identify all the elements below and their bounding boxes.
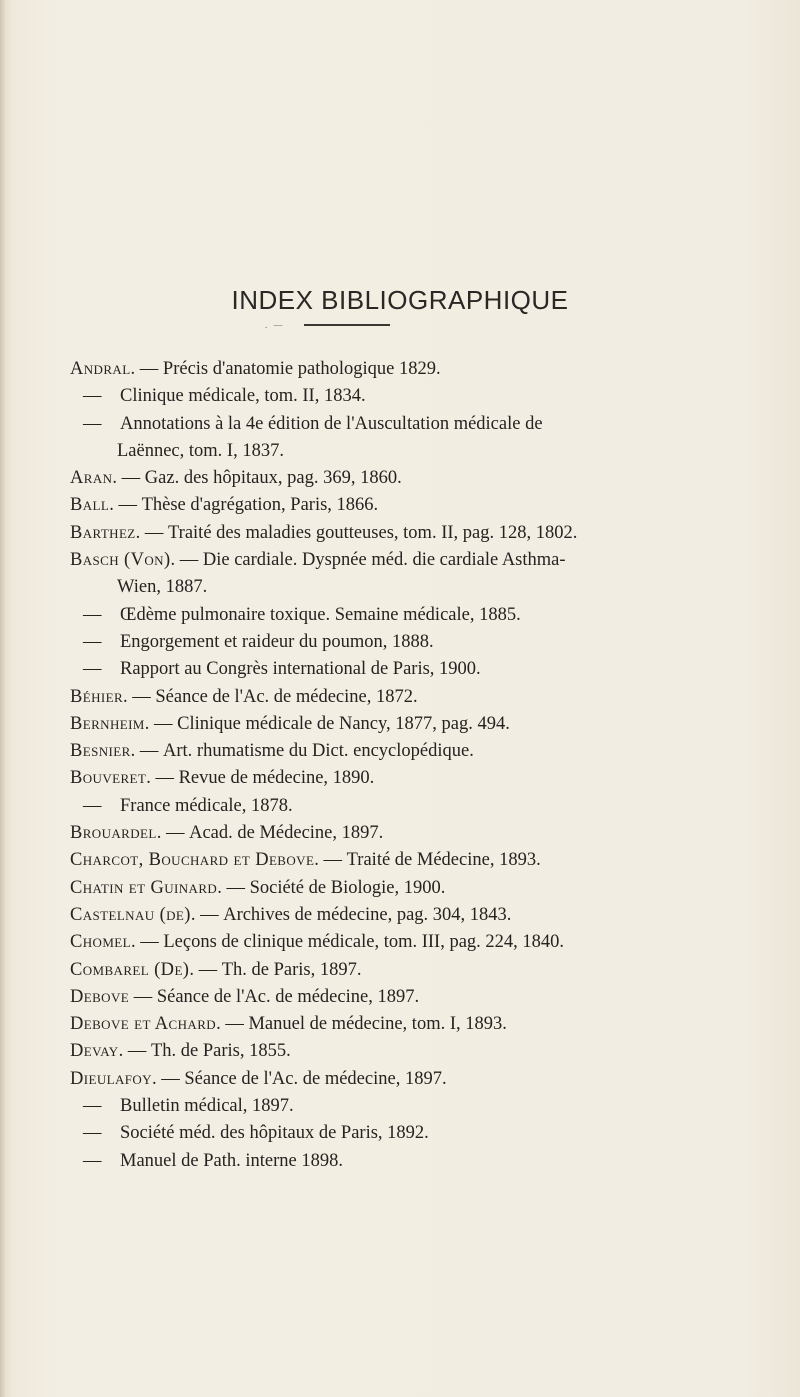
bibliography-entry: [0, 793, 800, 820]
entry-separator: . —: [109, 495, 142, 516]
entry-separator: . —: [112, 468, 145, 489]
entry-text: Clinique médicale, tom. II, 1834.: [120, 386, 366, 407]
bibliography-entry: [0, 1148, 800, 1175]
entry-author: Besnier: [70, 741, 131, 762]
entry-text: Séance de l'Ac. de médecine, 1872.: [155, 686, 418, 707]
entry-author: Bouveret: [70, 768, 147, 789]
entry-separator: —: [83, 386, 120, 407]
entry-author: Ball: [70, 495, 110, 516]
entry-separator: . —: [216, 1014, 249, 1035]
bibliography-entry: [0, 820, 800, 847]
entry-separator: . —: [156, 823, 190, 844]
bibliography-entry: [0, 547, 800, 602]
entry-author: Chatin et Guinard: [70, 877, 218, 898]
entry-separator: . —: [189, 959, 222, 980]
bibliography-list: [0, 356, 800, 1175]
entry-continuation: Laënnec, tom. I, 1837.: [117, 440, 284, 461]
bibliography-entry: [0, 957, 800, 984]
entry-separator: . —: [123, 686, 156, 707]
bibliography-entry: [0, 629, 800, 656]
entry-author: Béhier: [70, 686, 124, 707]
entry-separator: . —: [130, 932, 164, 953]
bibliography-entry: [0, 1011, 800, 1038]
entry-separator: . —: [314, 850, 347, 871]
entry-author: Bernheim: [70, 713, 145, 734]
entry-text: France médicale, 1878.: [120, 795, 293, 816]
entry-author: Castelnau (de): [70, 904, 191, 925]
entry-author: Brouardel: [70, 823, 157, 844]
entry-author: Charcot, Bouchard et Debove: [70, 850, 315, 871]
entry-author: Debove et Achard: [70, 1014, 217, 1035]
page-title: INDEX BIBLIOGRAPHIQUE: [231, 285, 569, 315]
entry-text: Société méd. des hôpitaux de Paris, 1892.: [120, 1123, 429, 1144]
entry-separator: —: [83, 795, 120, 816]
entry-author: Debove: [70, 986, 130, 1007]
entry-text: Manuel de Path. interne 1898.: [120, 1150, 343, 1171]
entry-author: Andral: [70, 359, 131, 379]
entry-author: Basch (Von): [70, 550, 171, 571]
entry-text: Th. de Paris, 1855.: [150, 1041, 291, 1062]
entry-text: Die cardiale. Dyspnée méd. die cardiale Asthma-: [202, 550, 566, 571]
bibliography-entry: [0, 684, 800, 711]
entry-text: Clinique médicale de Nancy, 1877, pag. 494.: [177, 713, 510, 734]
bibliography-entry: [0, 492, 800, 519]
entry-separator: —: [83, 604, 120, 625]
bibliography-entry: [0, 984, 800, 1011]
bibliography-entry: [0, 520, 800, 547]
entry-separator: . —: [146, 768, 179, 789]
entry-text: Traité de Médecine, 1893.: [346, 850, 541, 871]
entry-separator: —: [83, 631, 120, 652]
bibliography-entry: [0, 656, 800, 683]
bibliography-entry: [0, 602, 800, 629]
bibliography-entry: [0, 465, 800, 492]
entry-author: Chomel: [70, 932, 131, 953]
bibliography-entry: [0, 1093, 800, 1120]
entry-author: Devay: [70, 1041, 119, 1062]
entry-text: Annotations à la 4e édition de l'Auscultation médicale de: [120, 413, 543, 434]
entry-text: Bulletin médical, 1897.: [120, 1096, 294, 1117]
entry-text: Archives de médecine, pag. 304, 1843.: [223, 904, 512, 925]
bibliography-entry: [0, 383, 800, 410]
bibliography-entry: [0, 1066, 800, 1093]
entry-text: Rapport au Congrès international de Paris, 1900.: [120, 659, 481, 680]
entry-text: Œdème pulmonaire toxique. Semaine médicale, 1885.: [120, 604, 521, 625]
entry-separator: . —: [170, 550, 203, 571]
entry-text: Th. de Paris, 1897.: [221, 959, 362, 980]
bibliography-entry: [0, 1120, 800, 1147]
entry-separator: . —: [217, 877, 250, 898]
entry-separator: —: [83, 1096, 120, 1117]
bibliography-entry: [0, 738, 800, 765]
entry-text: Société de Biologie, 1900.: [249, 877, 446, 898]
entry-text: Art. rhumatisme du Dict. encyclopédique.: [163, 741, 474, 762]
entry-text: Précis d'anatomie pathologique 1829.: [162, 359, 441, 379]
entry-separator: . —: [151, 1068, 185, 1089]
entry-text: Revue de médecine, 1890.: [178, 768, 375, 789]
entry-separator: —: [83, 1150, 120, 1171]
bibliography-entry: [0, 411, 800, 466]
bibliography-entry: [0, 711, 800, 738]
entry-text: Séance de l'Ac. de médecine, 1897.: [184, 1068, 447, 1089]
entry-text: Manuel de médecine, tom. I, 1893.: [248, 1014, 507, 1035]
entry-text: Leçons de clinique médicale, tom. III, pag. 224, 1840.: [163, 932, 565, 953]
entry-continuation: Wien, 1887.: [117, 577, 208, 598]
entry-author: Aran: [70, 468, 113, 489]
entry-text: Traité des maladies goutteuses, tom. II, pag. 128, 1802.: [168, 522, 578, 543]
entry-separator: . —: [130, 741, 164, 762]
entry-author: Barthez: [70, 522, 136, 543]
entry-separator: —: [83, 659, 120, 680]
entry-text: Séance de l'Ac. de médecine, 1897.: [156, 986, 420, 1007]
entry-text: Acad. de Médecine, 1897.: [189, 823, 384, 844]
entry-separator: —: [129, 986, 157, 1007]
entry-text: Thèse d'agrégation, Paris, 1866.: [141, 495, 379, 516]
entry-separator: . —: [135, 522, 169, 543]
title-rule: [304, 324, 390, 326]
entry-separator: . —: [190, 904, 224, 925]
bibliography-entry: [0, 929, 800, 956]
bibliography-entry: [0, 765, 800, 792]
entry-separator: —: [83, 1123, 120, 1144]
entry-separator: . —: [118, 1041, 151, 1062]
bibliography-entry: [0, 847, 800, 874]
entry-author: Combarel (De): [70, 959, 190, 980]
entry-separator: —: [83, 413, 120, 434]
bibliography-entry: [0, 356, 800, 383]
bibliography-entry: [0, 875, 800, 902]
entry-text: Engorgement et raideur du poumon, 1888.: [120, 631, 434, 652]
entry-text: Gaz. des hôpitaux, pag. 369, 1860.: [144, 468, 402, 489]
entry-separator: . —: [144, 713, 178, 734]
entry-author: Dieulafoy: [70, 1068, 152, 1089]
bibliography-entry: [0, 1038, 800, 1065]
bibliography-entry: [0, 902, 800, 929]
rule-prefix-mark: . —: [265, 320, 285, 330]
entry-separator: . —: [130, 359, 163, 379]
